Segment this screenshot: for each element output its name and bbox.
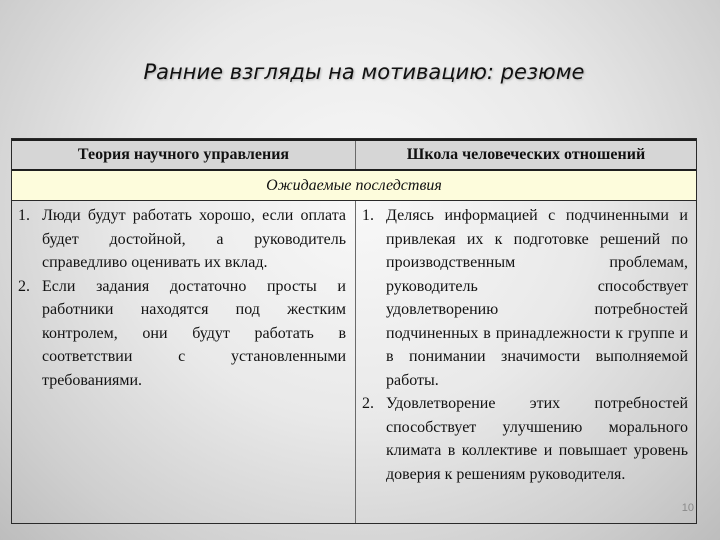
item-text: Люди будут работать хорошо, если оплата будет достойной, а руководитель справедливо оценивать их вклад. bbox=[42, 207, 346, 271]
scientific-management-list bbox=[18, 204, 346, 392]
list-item bbox=[362, 392, 688, 486]
expected-consequences-row: Ожидаемые последствия bbox=[12, 171, 696, 201]
human-relations-column bbox=[356, 201, 696, 523]
comparison-table bbox=[11, 138, 697, 524]
item-number: 2. bbox=[362, 395, 374, 412]
item-text: Делясь информацией с подчиненными и привлекая их к подготовке решений по производственным проблемам, руководитель способствует удовлетворению потребностей подчиненных в принадлежности к группе и в понимании значимости выполняемой работы. bbox=[386, 207, 688, 389]
item-text: Если задания достаточно просты и работники находятся под жестким контролем, они будут работать в соответствии с установленными требованиями. bbox=[42, 277, 346, 389]
scientific-management-column bbox=[12, 201, 356, 523]
list-item bbox=[18, 204, 346, 275]
item-number: 1. bbox=[362, 207, 374, 224]
item-text: Удовлетворение этих потребностей способствует улучшению морального климата в коллективе и повышает уровень доверия к решениям руководителя. bbox=[386, 395, 688, 483]
header-human-relations: Школа человеческих отношений bbox=[406, 146, 646, 163]
item-number: 2. bbox=[18, 277, 30, 295]
table-header-row bbox=[12, 139, 696, 171]
list-item bbox=[18, 275, 346, 393]
page-number: 10 bbox=[681, 502, 694, 514]
header-scientific-management: Теория научного управления bbox=[12, 141, 356, 169]
item-number: 1. bbox=[18, 207, 30, 224]
slide-title: Ранние взгляды на мотивацию: резюме bbox=[143, 60, 585, 84]
human-relations-list bbox=[362, 204, 688, 486]
list-item bbox=[362, 204, 688, 392]
